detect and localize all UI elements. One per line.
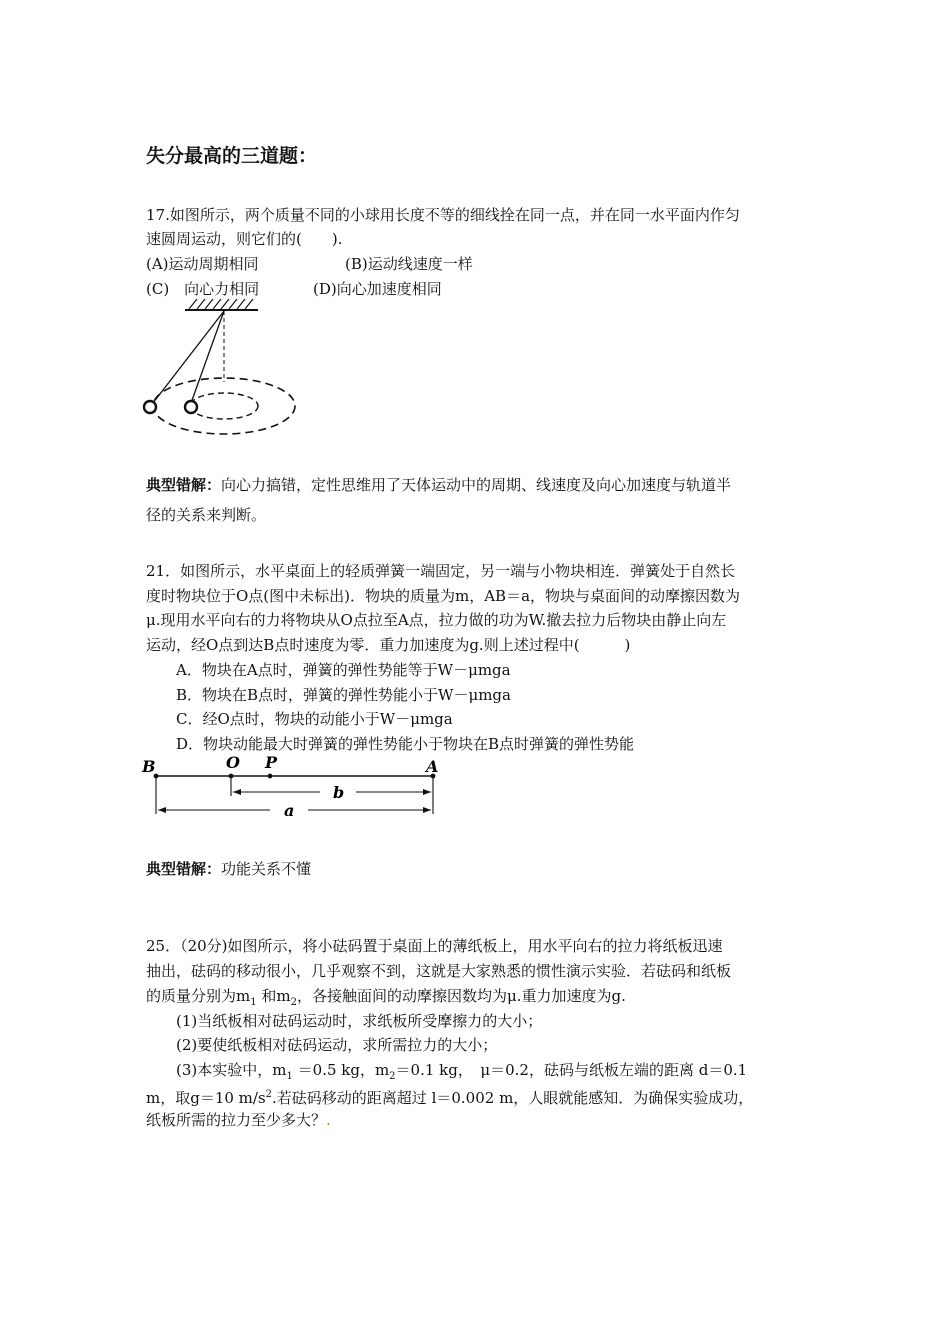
q25-sub-question-3 [176,1060,747,1087]
q17-error-text: 向心力搞错，定性思维用了天体运动中的周期、线速度及向心加速度与轨道半 [221,476,732,494]
q25-line-3-part-1: 的质量分别为m [146,987,251,1005]
label-b-point: B [142,757,156,776]
label-b-length: b [333,783,345,802]
q25-sub-question-2: (2)要使纸板相对砝码运动，求所需拉力的大小； [176,1036,498,1054]
spring-block-diagram [140,752,450,824]
trailing-dot: . [326,1111,331,1129]
q17-error-label: 典型错解： [146,476,222,494]
q25-sub3-line2-part-2: .若砝码移动的距离超过 l＝0.002 m，人眼就能感知．为确保实验成功， [272,1089,754,1107]
q25-sub3-line-2 [146,1085,753,1108]
q17-typical-error [146,475,731,495]
q17-line-1: 17.如图所示，两个质量不同的小球用长度不等的细线拴在同一点，并在同一水平面内作匀 [146,206,740,224]
q17-line-2: 速圆周运动，则它们的( ). [146,230,343,248]
q25-line-2: 抽出，砝码的移动很小，几乎观察不到，这就是大家熟悉的惯性演示实验．若砝码和纸板 [146,962,732,980]
q17-option-a: (A)运动周期相同 [146,255,259,273]
q25-sub3-line3-text: 纸板所需的拉力至少多大？ [146,1111,327,1129]
q25-superscript: 2 [265,1089,273,1100]
q21-option-a: A．物块在A点时，弹簧的弹性势能等于W－μmga [176,661,511,679]
label-a-point: A [426,757,439,776]
label-o-point: O [226,753,240,772]
q25-sub-question-1: (1)当纸板相对砝码运动时，求纸板所受摩擦力的大小； [176,1012,543,1030]
q21-line-3: μ.现用水平向右的力将物块从O点拉至A点，拉力做的功为W.撤去拉力后物块由静止向左 [146,611,727,629]
q25-line-3-part-3: ，各接触面间的动摩擦因数均为μ.重力加速度为g. [296,987,626,1005]
q21-option-c: C．经O点时，物块的动能小于W－μmga [176,710,453,728]
q25-subscript-2: 2 [290,997,297,1008]
q25-subscript-1: 1 [250,997,257,1008]
q21-option-d: D．物块动能最大时弹簧的弹性势能小于物块在B点时弹簧的弹性势能 [176,735,635,753]
q21-line-1: 21．如图所示，水平桌面上的轻质弹簧一端固定，另一端与小物块相连．弹簧处于自然长 [146,562,736,580]
q25-sub3-line-3 [146,1110,331,1130]
q17-option-b: (B)运动线速度一样 [345,255,473,273]
q21-line-2: 度时物块位于O点(图中未标出)．物块的质量为m，AB＝a，物块与桌面间的动摩擦因数为 [146,587,741,605]
q25-sub3-part-3: ＝0.1 kg， μ＝0.2，砝码与纸板左端的距离 d＝0.1 [395,1061,748,1079]
q25-sub3-part-2: ＝0.5 kg，m [292,1061,390,1079]
q25-sub3-line2-part-1: m，取g＝10 m/s [146,1089,266,1107]
conical-pendulum-diagram [140,296,305,436]
q21-typical-error [146,859,311,879]
label-a-length: a [284,801,295,820]
q25-line-3-part-2: 和m [256,987,291,1005]
q21-error-text: 功能关系不懂 [221,860,312,878]
q17-option-c: (C) 向心力相同 [146,280,260,298]
q25-line-1: 25．（20分)如图所示，将小砝码置于桌面上的薄纸板上，用水平向右的拉力将纸板迅速 [146,937,723,955]
q21-error-label: 典型错解： [146,860,222,878]
q25-sub3-subscript-1: 1 [286,1071,293,1082]
q21-line-4: 运动，经O点到达B点时速度为零．重力加速度为g.则上述过程中( ) [146,636,631,654]
q25-line-3 [146,986,626,1013]
q17-error-line-2: 径的关系来判断。 [146,506,267,524]
label-p-point: P [265,753,278,772]
q21-option-b: B．物块在B点时，弹簧的弹性势能小于W－μmga [176,686,511,704]
page-title: 失分最高的三道题： [146,145,318,167]
q25-sub3-subscript-2: 2 [389,1071,396,1082]
q17-option-d: (D)向心加速度相同 [313,280,442,298]
q25-sub3-part-1: (3)本实验中，m [176,1061,287,1079]
